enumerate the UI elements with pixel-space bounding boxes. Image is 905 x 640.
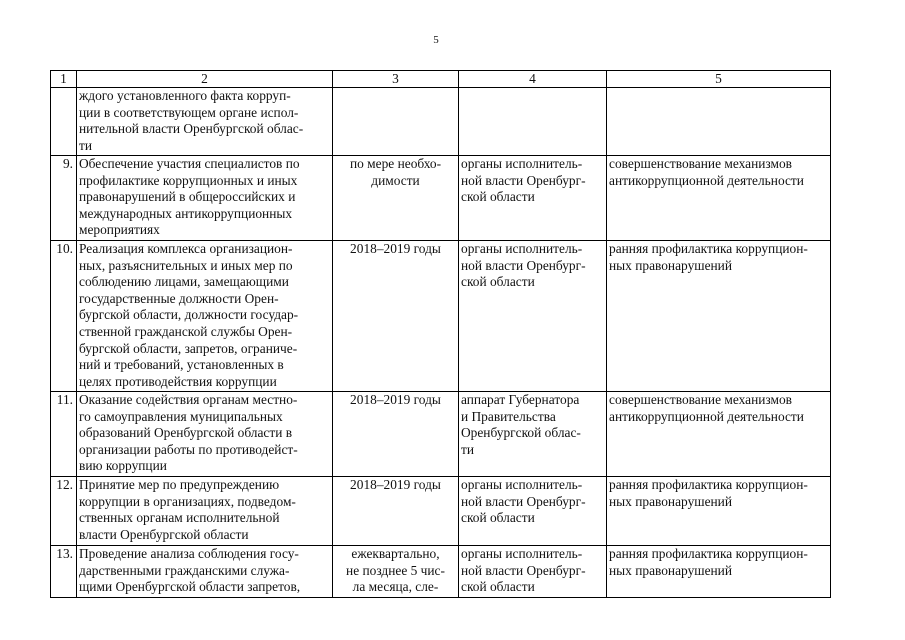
result-cell (607, 88, 831, 156)
row-number: 11. (51, 392, 77, 477)
measure-cell: Проведение анализа соблюдения госу- дарственными гражданскими служа- щими Оренбургской области запретов, (77, 546, 333, 598)
result-cell: ранняя профилактика коррупцион- ных правонарушений (607, 477, 831, 546)
result-cell: совершенствование механизмов антикоррупционной деятельности (607, 156, 831, 241)
result-cell: совершенствование механизмов антикоррупционной деятельности (607, 392, 831, 477)
deadline-cell (333, 88, 459, 156)
header-cell: 4 (459, 71, 607, 88)
table-row (51, 477, 831, 546)
deadline-cell: 2018–2019 годы (333, 477, 459, 546)
executor-cell: органы исполнитель- ной власти Оренбург- ской области (459, 477, 607, 546)
executor-cell: органы исполнитель- ной власти Оренбург- ской области (459, 156, 607, 241)
table-header-row (51, 71, 831, 88)
row-number: 13. (51, 546, 77, 598)
table-row (51, 546, 831, 598)
header-cell: 2 (77, 71, 333, 88)
row-number: 10. (51, 241, 77, 392)
table-row (51, 88, 831, 156)
measures-table (50, 70, 831, 598)
row-number: 12. (51, 477, 77, 546)
executor-cell: аппарат Губернатора и Правительства Оренбургской облас- ти (459, 392, 607, 477)
measure-cell: Оказание содействия органам местно- го самоуправления муниципальных образований Оренбургской области в организации работы по противодейст- вию коррупции (77, 392, 333, 477)
executor-cell: органы исполнитель- ной власти Оренбург- ской области (459, 241, 607, 392)
executor-cell: органы исполнитель- ной власти Оренбург- ской области (459, 546, 607, 598)
header-cell: 5 (607, 71, 831, 88)
result-cell: ранняя профилактика коррупцион- ных правонарушений (607, 241, 831, 392)
page-number: 5 (433, 34, 439, 46)
measure-cell: ждого установленного факта корруп- ции в соответствующем органе испол- нительной власти Оренбургской облас- ти (77, 88, 333, 156)
table-row (51, 392, 831, 477)
header-cell: 3 (333, 71, 459, 88)
deadline-cell: ежеквартально, не позднее 5 чис- ла месяца, сле- (333, 546, 459, 598)
measure-cell: Реализация комплекса организацион- ных, разъяснительных и иных мер по соблюдению лицами, замещающими государственные должности Орен- бургской области, должности государ- ственной гражданской службы Орен- бургской области, запретов, ограниче- ний и требований, установленных в целях противодействия коррупции (77, 241, 333, 392)
header-cell: 1 (51, 71, 77, 88)
executor-cell (459, 88, 607, 156)
row-number: 9. (51, 156, 77, 241)
row-number (51, 88, 77, 156)
table-row (51, 156, 831, 241)
deadline-cell: 2018–2019 годы (333, 241, 459, 392)
deadline-cell: по мере необхо- димости (333, 156, 459, 241)
measure-cell: Принятие мер по предупреждению коррупции в организациях, подведом- ственных органам исполнительной власти Оренбургской области (77, 477, 333, 546)
table-row (51, 241, 831, 392)
deadline-cell: 2018–2019 годы (333, 392, 459, 477)
result-cell: ранняя профилактика коррупцион- ных правонарушений (607, 546, 831, 598)
measure-cell: Обеспечение участия специалистов по профилактике коррупционных и иных правонарушений в общероссийских и международных антикоррупционных мероприятиях (77, 156, 333, 241)
